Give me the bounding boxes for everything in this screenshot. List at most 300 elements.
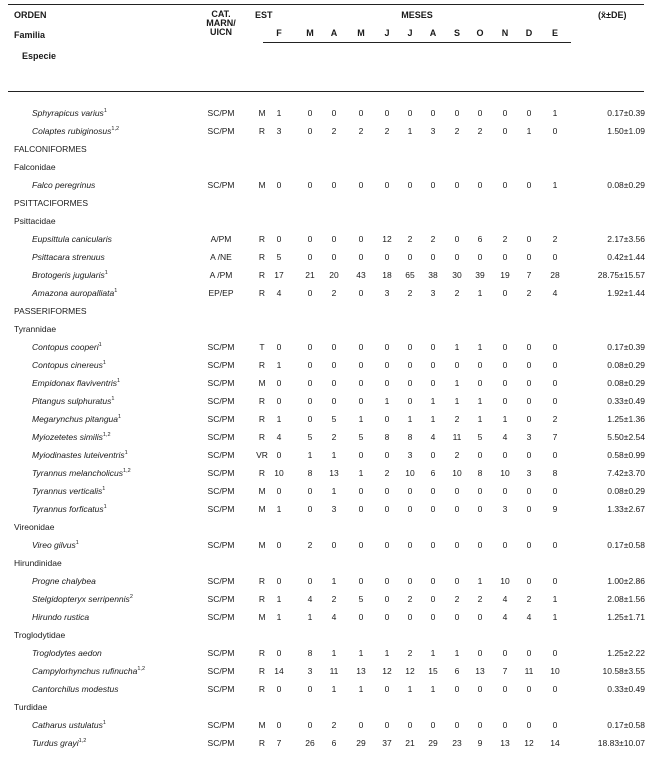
month-count-cell: 30 (452, 270, 462, 280)
month-count-cell: 5 (358, 432, 364, 442)
month-header: M (357, 28, 365, 38)
month-count-cell: 0 (331, 540, 337, 550)
month-count-cell: 0 (407, 108, 413, 118)
species-name-text: Progne chalybea (32, 576, 96, 586)
species-row (0, 230, 651, 248)
species-row (0, 608, 651, 626)
header-orden: ORDEN (14, 10, 47, 20)
month-count-cell: 1 (502, 414, 508, 424)
status-cell: R (258, 576, 266, 586)
month-header: J (407, 28, 413, 38)
month-count-cell: 0 (384, 720, 390, 730)
species-name (32, 284, 117, 302)
month-count-cell: 3 (430, 288, 436, 298)
species-row (0, 644, 651, 662)
month-count-cell: 0 (407, 360, 413, 370)
month-count-cell: 0 (526, 540, 532, 550)
month-count-cell: 0 (454, 576, 460, 586)
species-name-text: Tyrannus melancholicus (32, 468, 124, 478)
mean-sd-cell: 0.08±0.29 (607, 378, 645, 388)
month-count-cell: 0 (358, 360, 364, 370)
month-count-cell: 0 (430, 450, 436, 460)
month-count-cell: 1 (276, 360, 282, 370)
month-count-cell: 0 (384, 684, 390, 694)
month-count-cell: 0 (552, 540, 558, 550)
month-count-cell: 0 (307, 342, 313, 352)
month-count-cell: 1 (276, 414, 282, 424)
month-count-cell: 5 (358, 594, 364, 604)
month-count-cell: 0 (407, 396, 413, 406)
month-count-cell: 0 (407, 342, 413, 352)
month-count-cell: 0 (430, 486, 436, 496)
species-name-text: Pitangus sulphuratus (32, 396, 112, 406)
species-row (0, 536, 651, 554)
family-name (14, 158, 56, 176)
month-count-cell: 0 (454, 540, 460, 550)
family-name (14, 626, 65, 644)
header-cat: CAT. MARN/ UICN (206, 9, 236, 37)
month-count-cell: 4 (502, 594, 508, 604)
month-count-cell: 0 (407, 576, 413, 586)
species-name (32, 590, 133, 608)
month-count-cell: 2 (526, 594, 532, 604)
month-count-cell: 0 (276, 486, 282, 496)
mean-sd-cell: 28.75±15.57 (597, 270, 645, 280)
category-cell: SC/PM (207, 684, 235, 694)
month-count-cell: 0 (526, 414, 532, 424)
status-cell: M (258, 378, 266, 388)
month-count-cell: 1 (454, 648, 460, 658)
month-count-cell: 0 (552, 396, 558, 406)
category-cell: SC/PM (207, 360, 235, 370)
month-count-cell: 8 (407, 432, 413, 442)
month-count-cell: 11 (452, 432, 462, 442)
month-count-cell: 20 (329, 270, 339, 280)
species-row (0, 716, 651, 734)
family-name-text: Falconidae (14, 162, 56, 172)
month-count-cell: 1 (552, 612, 558, 622)
month-count-cell: 2 (384, 126, 390, 136)
month-count-cell: 0 (276, 540, 282, 550)
species-name (32, 122, 119, 140)
month-count-cell: 2 (430, 234, 436, 244)
month-count-cell: 1 (384, 396, 390, 406)
month-count-cell: 0 (552, 360, 558, 370)
month-count-cell: 0 (477, 450, 483, 460)
month-count-cell: 0 (502, 450, 508, 460)
species-name-text: Colaptes rubiginosus (32, 126, 112, 136)
month-count-cell: 0 (358, 612, 364, 622)
footnote-marker: 1 (102, 360, 106, 366)
family-row (0, 554, 651, 572)
month-count-cell: 0 (384, 450, 390, 460)
month-count-cell: 9 (552, 504, 558, 514)
month-count-cell: 2 (331, 432, 337, 442)
month-count-cell: 1 (477, 396, 483, 406)
species-name (32, 410, 121, 428)
month-count-cell: 0 (477, 612, 483, 622)
month-count-cell: 4 (276, 432, 282, 442)
month-count-cell: 2 (407, 594, 413, 604)
month-count-cell: 43 (356, 270, 366, 280)
month-count-cell: 0 (358, 486, 364, 496)
month-count-cell: 1 (307, 612, 313, 622)
month-count-cell: 0 (526, 234, 532, 244)
month-count-cell: 2 (552, 414, 558, 424)
species-name (32, 428, 111, 446)
month-header: O (476, 28, 484, 38)
month-count-cell: 0 (307, 396, 313, 406)
month-count-cell: 5 (307, 432, 313, 442)
month-count-cell: 13 (356, 666, 366, 676)
month-count-cell: 6 (477, 234, 483, 244)
month-count-cell: 0 (331, 234, 337, 244)
species-name (32, 104, 107, 122)
status-cell: R (258, 432, 266, 442)
species-name-text: Amazona auropalliata (32, 288, 115, 298)
family-name (14, 554, 62, 572)
month-count-cell: 1 (307, 450, 313, 460)
month-count-cell: 3 (307, 666, 313, 676)
month-count-cell: 1 (430, 396, 436, 406)
species-name-text: Catharus ustulatus (32, 720, 103, 730)
month-count-cell: 0 (502, 684, 508, 694)
month-count-cell: 7 (526, 270, 532, 280)
month-count-cell: 21 (305, 270, 315, 280)
month-count-cell: 0 (358, 252, 364, 262)
order-name-text: PSITTACIFORMES (14, 198, 88, 208)
month-count-cell: 0 (331, 396, 337, 406)
month-header: M (306, 28, 314, 38)
species-name (32, 608, 89, 626)
month-count-cell: 0 (307, 126, 313, 136)
category-cell: SC/PM (207, 450, 235, 460)
mean-sd-cell: 0.17±0.58 (607, 720, 645, 730)
species-row (0, 104, 651, 122)
month-count-cell: 0 (526, 576, 532, 586)
species-name-text: Sphyrapicus varius (32, 108, 104, 118)
month-count-cell: 0 (276, 396, 282, 406)
month-count-cell: 14 (550, 738, 560, 748)
month-count-cell: 0 (430, 378, 436, 388)
month-count-cell: 1 (552, 594, 558, 604)
month-count-cell: 2 (454, 288, 460, 298)
status-cell: R (258, 126, 266, 136)
species-row (0, 122, 651, 140)
footnote-marker: 1 (103, 108, 107, 114)
species-name-text: Brotogeris jugularis (32, 270, 105, 280)
species-name (32, 374, 120, 392)
month-count-cell: 0 (502, 540, 508, 550)
species-name (32, 464, 131, 482)
family-row (0, 320, 651, 338)
month-count-cell: 1 (276, 504, 282, 514)
category-cell: SC/PM (207, 486, 235, 496)
month-count-cell: 0 (358, 540, 364, 550)
month-count-cell: 0 (407, 504, 413, 514)
month-count-cell: 0 (552, 342, 558, 352)
month-count-cell: 5 (331, 414, 337, 424)
species-row (0, 482, 651, 500)
month-count-cell: 2 (358, 126, 364, 136)
mean-sd-cell: 2.17±3.56 (607, 234, 645, 244)
month-count-cell: 0 (384, 576, 390, 586)
category-cell: SC/PM (207, 432, 235, 442)
status-cell: R (258, 234, 266, 244)
species-name (32, 230, 112, 248)
species-name (32, 644, 102, 662)
category-cell: SC/PM (207, 720, 235, 730)
month-count-cell: 4 (276, 288, 282, 298)
category-cell: SC/PM (207, 666, 235, 676)
category-cell: A /PM (209, 270, 233, 280)
month-count-cell: 10 (500, 468, 510, 478)
month-count-cell: 1 (454, 396, 460, 406)
month-count-cell: 0 (430, 540, 436, 550)
month-count-cell: 0 (276, 648, 282, 658)
month-count-cell: 2 (331, 594, 337, 604)
status-cell: M (258, 504, 266, 514)
month-count-cell: 15 (428, 666, 438, 676)
mean-sd-cell: 0.08±0.29 (607, 486, 645, 496)
footnote-marker: 1,2 (102, 432, 111, 438)
mean-sd-cell: 5.50±2.54 (607, 432, 645, 442)
month-count-cell: 0 (502, 342, 508, 352)
month-count-cell: 0 (307, 576, 313, 586)
month-count-cell: 0 (526, 486, 532, 496)
month-count-cell: 1 (407, 414, 413, 424)
species-name-text: Eupsittula canicularis (32, 234, 112, 244)
month-count-cell: 0 (477, 360, 483, 370)
month-count-cell: 37 (382, 738, 392, 748)
month-count-cell: 12 (382, 234, 392, 244)
month-count-cell: 0 (331, 378, 337, 388)
month-count-cell: 0 (454, 108, 460, 118)
species-name (32, 392, 114, 410)
species-row (0, 284, 651, 302)
status-cell: M (258, 180, 266, 190)
month-count-cell: 0 (526, 252, 532, 262)
family-row (0, 212, 651, 230)
mean-sd-cell: 1.33±2.67 (607, 504, 645, 514)
mean-sd-cell: 0.17±0.58 (607, 540, 645, 550)
species-name-text: Campylorhynchus rufinucha (32, 666, 138, 676)
family-name-text: Vireonidae (14, 522, 55, 532)
species-row (0, 266, 651, 284)
category-cell: SC/PM (207, 126, 235, 136)
category-cell: SC/PM (207, 648, 235, 658)
month-count-cell: 4 (307, 594, 313, 604)
category-cell: A/PM (210, 234, 232, 244)
month-count-cell: 0 (526, 180, 532, 190)
month-count-cell: 0 (307, 108, 313, 118)
month-count-cell: 6 (430, 468, 436, 478)
status-cell: M (258, 486, 266, 496)
month-count-cell: 0 (552, 378, 558, 388)
month-count-cell: 0 (384, 414, 390, 424)
month-count-cell: 2 (454, 594, 460, 604)
status-cell: T (259, 342, 265, 352)
mean-sd-cell: 2.08±1.56 (607, 594, 645, 604)
month-count-cell: 2 (552, 234, 558, 244)
month-count-cell: 0 (526, 396, 532, 406)
status-cell: R (258, 288, 266, 298)
month-count-cell: 4 (331, 612, 337, 622)
month-count-cell: 0 (358, 576, 364, 586)
month-count-cell: 0 (307, 414, 313, 424)
mean-sd-cell: 1.25±1.71 (607, 612, 645, 622)
status-cell: R (258, 468, 266, 478)
footnote-marker: 1 (75, 540, 79, 546)
month-count-cell: 7 (276, 738, 282, 748)
mean-sd-cell: 1.50±1.09 (607, 126, 645, 136)
footnote-marker: 2 (129, 594, 133, 600)
month-count-cell: 23 (452, 738, 462, 748)
mean-sd-cell: 0.08±0.29 (607, 180, 645, 190)
month-count-cell: 0 (430, 342, 436, 352)
month-count-cell: 4 (502, 432, 508, 442)
species-name (32, 482, 105, 500)
order-name (14, 302, 87, 320)
mean-sd-cell: 0.17±0.39 (607, 108, 645, 118)
species-name-text: Cantorchilus modestus (32, 684, 119, 694)
month-count-cell: 1 (454, 378, 460, 388)
month-count-cell: 1 (430, 648, 436, 658)
month-count-cell: 0 (552, 684, 558, 694)
month-count-cell: 0 (384, 612, 390, 622)
month-count-cell: 10 (500, 576, 510, 586)
mean-sd-cell: 0.58±0.99 (607, 450, 645, 460)
species-name-text: Falco peregrinus (32, 180, 96, 190)
month-count-cell: 0 (384, 180, 390, 190)
month-count-cell: 9 (477, 738, 483, 748)
months-rule (263, 42, 571, 43)
month-count-cell: 1 (358, 684, 364, 694)
family-name-text: Hirundinidae (14, 558, 62, 568)
order-name (14, 140, 87, 158)
month-count-cell: 0 (552, 720, 558, 730)
month-count-cell: 0 (526, 684, 532, 694)
species-row (0, 248, 651, 266)
month-count-cell: 13 (329, 468, 339, 478)
month-count-cell: 1 (430, 684, 436, 694)
header-bottom-rule (8, 91, 644, 92)
species-name-text: Turdus grayi (32, 738, 79, 748)
month-count-cell: 0 (430, 180, 436, 190)
month-count-cell: 1 (331, 684, 337, 694)
month-count-cell: 0 (276, 450, 282, 460)
month-count-cell: 2 (454, 126, 460, 136)
order-name-text: PASSERIFORMES (14, 306, 87, 316)
month-header: A (330, 28, 338, 38)
month-count-cell: 0 (502, 396, 508, 406)
month-count-cell: 1 (477, 342, 483, 352)
status-cell: M (258, 612, 266, 622)
footnote-marker: 1 (118, 414, 122, 420)
month-count-cell: 7 (502, 666, 508, 676)
month-count-cell: 0 (430, 108, 436, 118)
month-count-cell: 2 (407, 234, 413, 244)
month-count-cell: 0 (331, 360, 337, 370)
month-count-cell: 0 (276, 378, 282, 388)
mean-sd-cell: 1.92±1.44 (607, 288, 645, 298)
species-name-text: Contopus cooperi (32, 342, 99, 352)
month-count-cell: 5 (276, 252, 282, 262)
month-count-cell: 0 (477, 486, 483, 496)
month-count-cell: 1 (430, 414, 436, 424)
month-count-cell: 0 (430, 252, 436, 262)
month-header: N (501, 28, 509, 38)
species-name (32, 338, 102, 356)
month-count-cell: 29 (356, 738, 366, 748)
month-count-cell: 0 (307, 288, 313, 298)
family-name (14, 320, 56, 338)
category-cell: EP/EP (208, 288, 234, 298)
footnote-marker: 1 (102, 720, 106, 726)
status-cell: R (258, 648, 266, 658)
species-name (32, 680, 118, 698)
month-count-cell: 0 (454, 612, 460, 622)
month-count-cell: 0 (307, 180, 313, 190)
month-count-cell: 13 (475, 666, 485, 676)
month-count-cell: 3 (502, 504, 508, 514)
month-count-cell: 14 (274, 666, 284, 676)
species-row (0, 374, 651, 392)
status-cell: R (258, 738, 266, 748)
month-count-cell: 8 (477, 468, 483, 478)
month-count-cell: 1 (276, 612, 282, 622)
month-count-cell: 1 (331, 450, 337, 460)
month-count-cell: 0 (307, 252, 313, 262)
month-count-cell: 0 (307, 234, 313, 244)
month-count-cell: 4 (526, 612, 532, 622)
month-count-cell: 0 (502, 288, 508, 298)
family-row (0, 698, 651, 716)
month-count-cell: 1 (331, 576, 337, 586)
month-count-cell: 0 (502, 126, 508, 136)
month-count-cell: 1 (477, 414, 483, 424)
month-count-cell: 4 (552, 288, 558, 298)
month-header: F (276, 28, 282, 38)
month-count-cell: 0 (526, 360, 532, 370)
category-cell: SC/PM (207, 468, 235, 478)
footnote-marker: 1 (102, 486, 106, 492)
species-name (32, 572, 96, 590)
month-count-cell: 1 (477, 288, 483, 298)
month-count-cell: 2 (407, 648, 413, 658)
month-count-cell: 10 (452, 468, 462, 478)
month-count-cell: 0 (526, 504, 532, 514)
category-cell: SC/PM (207, 180, 235, 190)
month-count-cell: 0 (358, 234, 364, 244)
mean-sd-cell: 1.00±2.86 (607, 576, 645, 586)
month-count-cell: 0 (454, 720, 460, 730)
month-count-cell: 2 (454, 414, 460, 424)
category-cell: SC/PM (207, 414, 235, 424)
month-count-cell: 3 (407, 450, 413, 460)
month-count-cell: 0 (552, 126, 558, 136)
month-count-cell: 0 (454, 234, 460, 244)
month-count-cell: 3 (384, 288, 390, 298)
table-top-rule (8, 4, 644, 5)
month-count-cell: 0 (552, 648, 558, 658)
month-count-cell: 21 (405, 738, 415, 748)
month-count-cell: 0 (454, 252, 460, 262)
month-count-cell: 0 (358, 342, 364, 352)
month-count-cell: 2 (384, 468, 390, 478)
status-cell: R (258, 396, 266, 406)
month-count-cell: 2 (454, 450, 460, 460)
